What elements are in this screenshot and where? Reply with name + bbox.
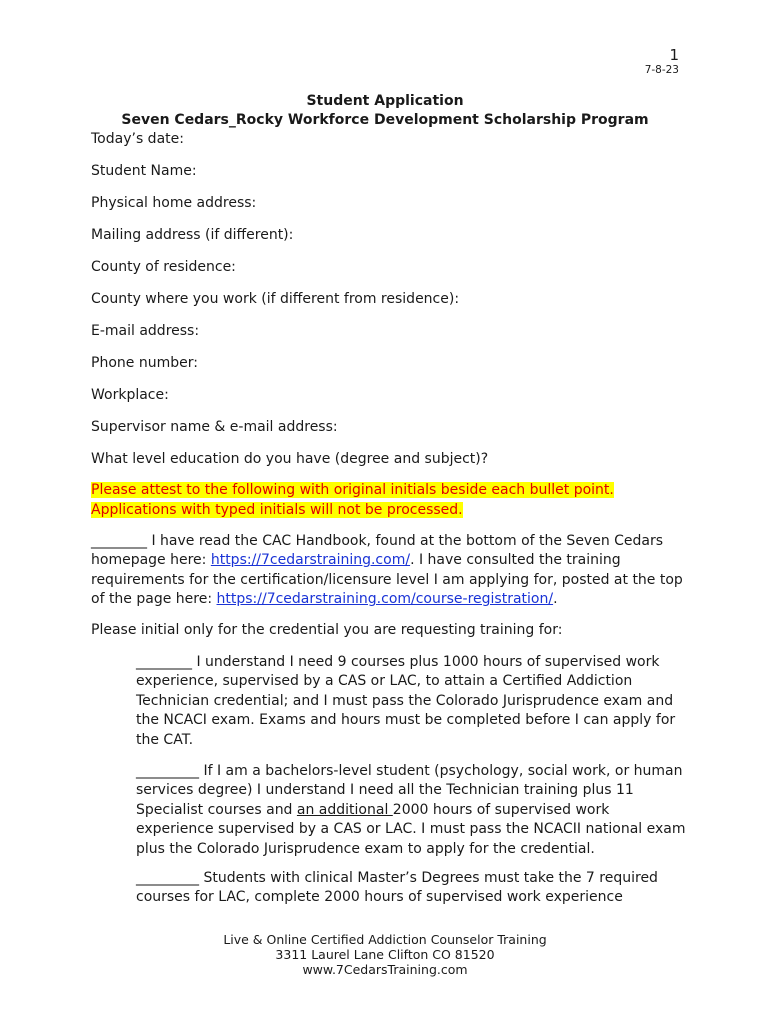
footer-website: www.7CedarsTraining.com [302, 962, 468, 977]
page-number: 1 [669, 46, 679, 64]
credential-instruction: Please initial only for the credential you are requesting training for: [91, 622, 563, 638]
phone-label: Phone number: [91, 355, 198, 371]
supervisor-label: Supervisor name & e-mail address: [91, 419, 338, 435]
footer-address: 3311 Laurel Lane Clifton CO 81520 [275, 947, 495, 962]
option-text: If I am a bachelors-level student (psychology, social work, or human services degree) I understand I need all the Technician training plus 11 Specialist courses and [136, 763, 683, 818]
course-registration-link[interactable]: https://7cedarstraining.com/course-registration/ [216, 591, 554, 608]
document-title: Student Application [306, 93, 464, 109]
handbook-attestation [91, 532, 691, 610]
option-text: 2000 hours of supervised work experience supervised by a CAS or LAC. I must pass the NCACII national exam plus the Colorado Jurisprudence exam to apply for the credential. [136, 801, 686, 857]
program-title: Seven Cedars_Rocky Workforce Development Scholarship Program [121, 112, 649, 128]
mailing-address-label: Mailing address (if different): [91, 227, 294, 243]
attestation-text: I have read the CAC Handbook, found at the bottom of the Seven Cedars homepage here: [91, 533, 664, 569]
county-work-label: County where you work (if different from residence): [91, 291, 460, 307]
underlined-phrase: an additional [296, 801, 393, 818]
physical-address-label: Physical home address: [91, 195, 257, 211]
initial-blank: ________ [91, 533, 147, 549]
attestation-text: . I have consulted the training requirements for the certification/licensure level I am applying for, posted at the top of the page here: [91, 552, 683, 608]
student-name-label: Student Name: [91, 163, 197, 179]
initial-blank: _________ [136, 870, 199, 886]
workplace-label: Workplace: [91, 387, 169, 403]
homepage-link[interactable]: https://7cedarstraining.com/ [210, 552, 411, 569]
footer-tagline: Live & Online Certified Addiction Counselor Training [223, 932, 547, 947]
option-technician [136, 653, 686, 750]
todays-date-label: Today’s date: [91, 131, 184, 147]
email-label: E-mail address: [91, 323, 200, 339]
initial-blank: _________ [136, 763, 199, 779]
option-text: I understand I need 9 courses plus 1000 hours of supervised work experience, supervised by a CAS or LAC, to attain a Certified Addiction Technician credential; and I must pass the Colorado Jurisprudence exam and the NCACI exam. Exams and hours must be completed before I can apply for the CAT. [136, 654, 676, 748]
initials-notice [91, 481, 614, 520]
attestation-text: . [553, 591, 558, 608]
county-residence-label: County of residence: [91, 259, 236, 275]
revision-date: 7-8-23 [644, 64, 679, 76]
option-bachelors [136, 762, 686, 859]
education-label: What level education do you have (degree and subject)? [91, 451, 489, 467]
option-masters [136, 869, 686, 908]
option-text: Students with clinical Master’s Degrees must take the 7 required courses for LAC, complete 2000 hours of supervised work experience [136, 870, 658, 906]
notice-line-2: Applications with typed initials will not be processed. [91, 501, 463, 518]
notice-line-1: Please attest to the following with original initials beside each bullet point. [91, 482, 614, 498]
initial-blank: ________ [136, 654, 192, 670]
